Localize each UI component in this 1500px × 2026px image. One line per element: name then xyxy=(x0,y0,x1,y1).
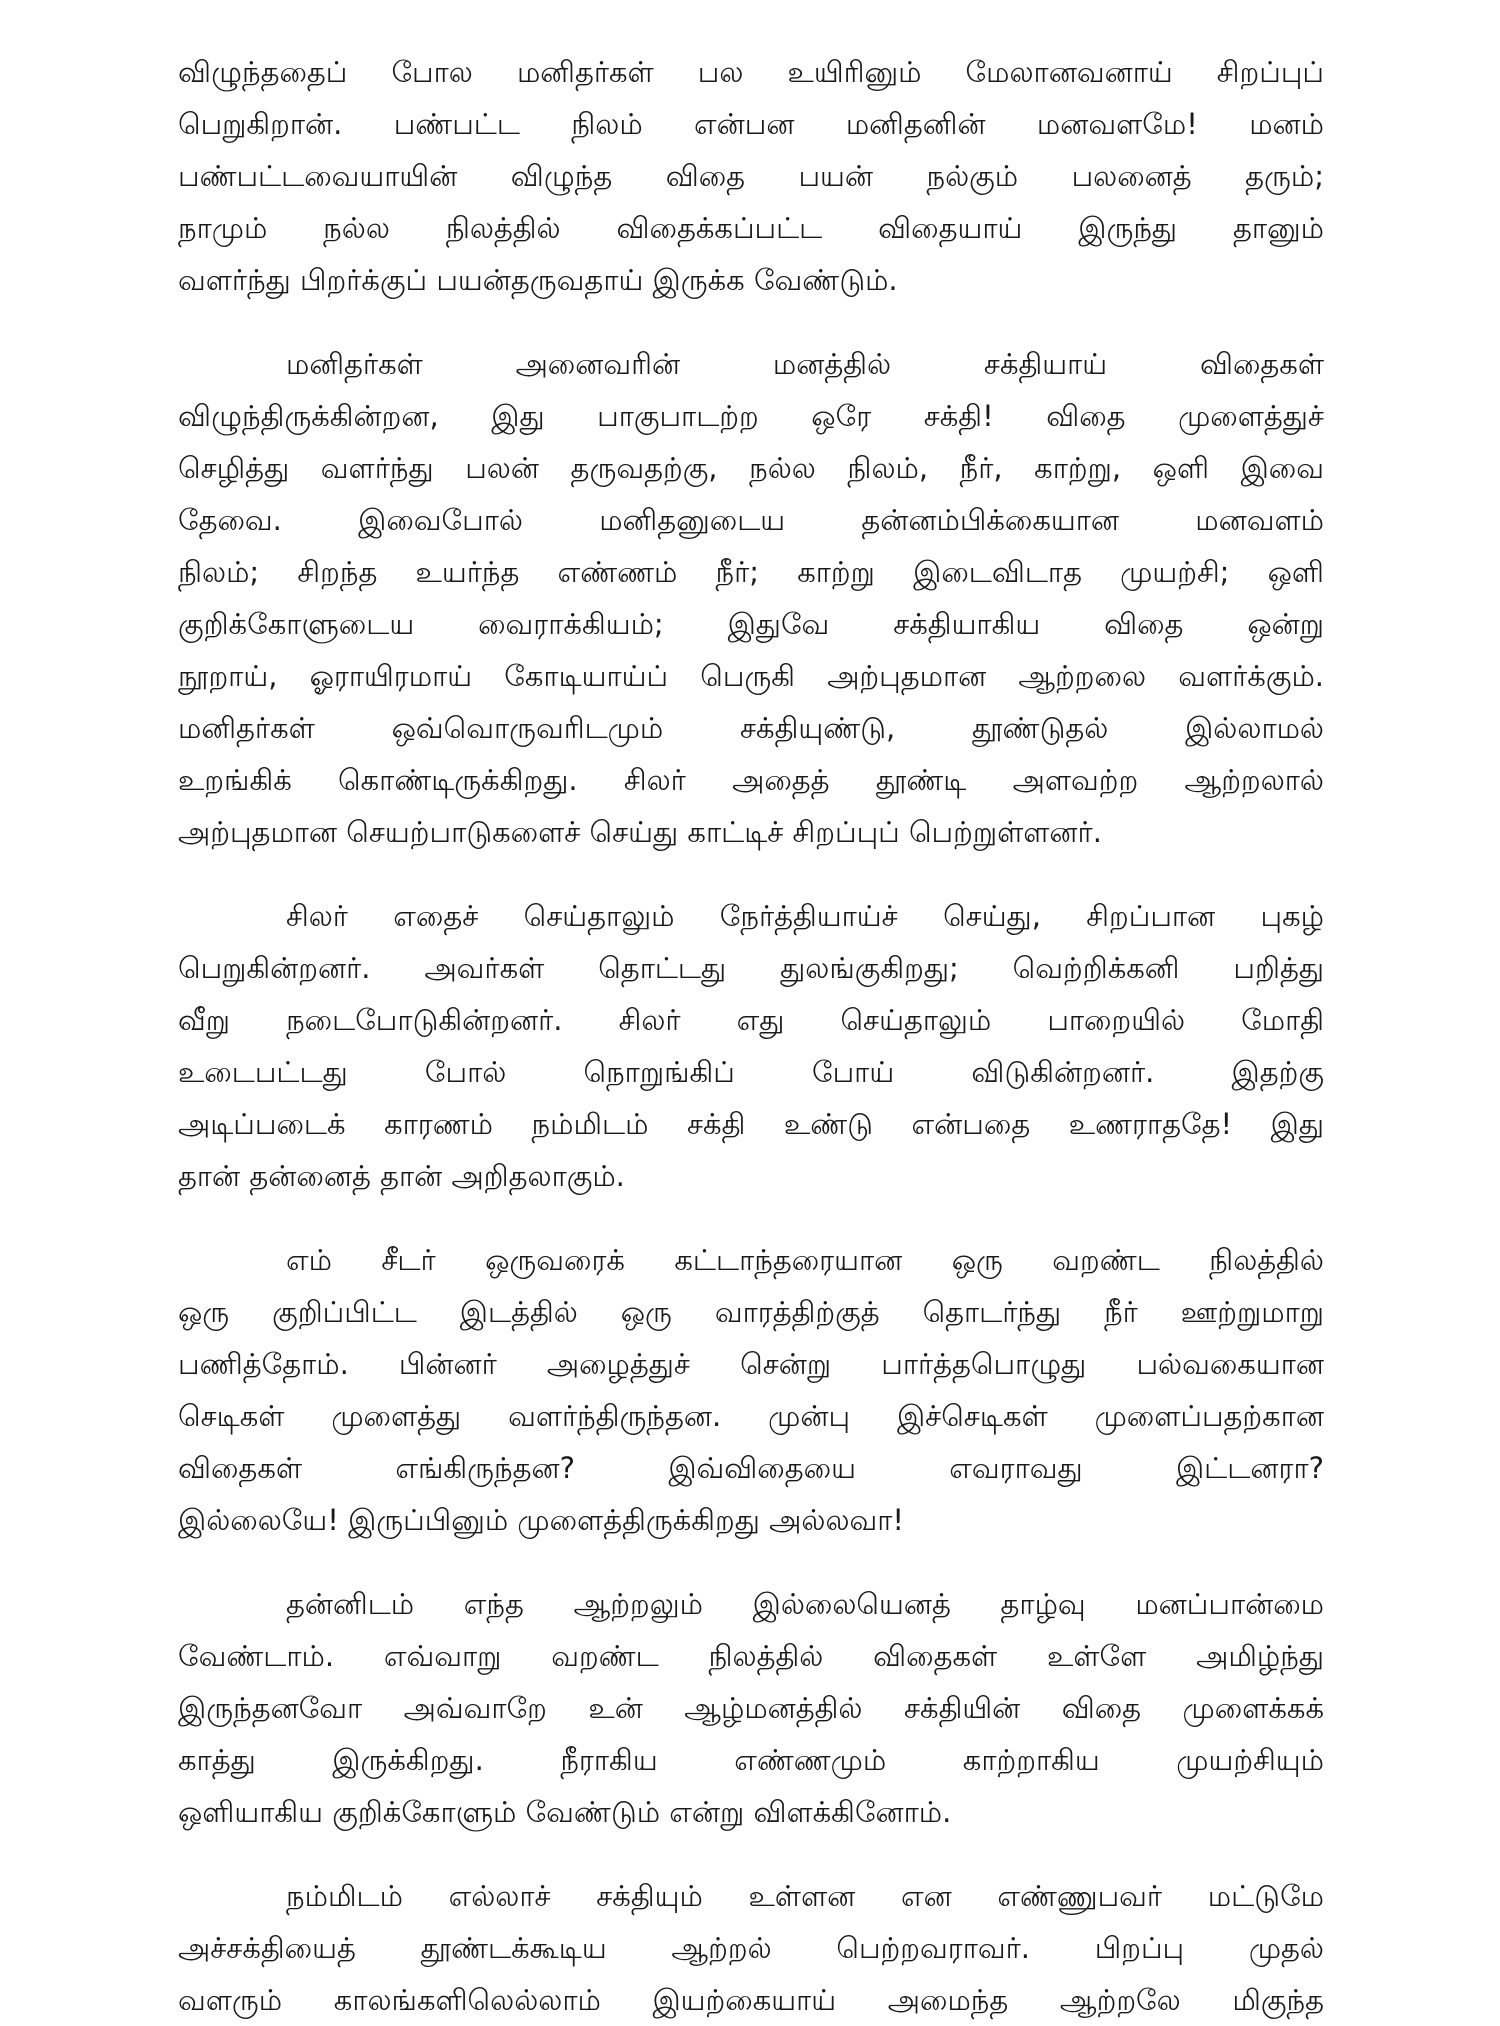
text-line: நாமும் நல்ல நிலத்தில் விதைக்கப்பட்ட விதையாய் இருந்து தானும் xyxy=(178,211,1324,245)
text-line: ஒரு குறிப்பிட்ட இடத்தில் ஒரு வாரத்திற்குத் தொடர்ந்து நீர் ஊற்றுமாறு xyxy=(178,1295,1324,1329)
text-line: எம் சீடர் ஒருவரைக் கட்டாந்தரையான ஒரு வறண்ட நிலத்தில் xyxy=(286,1243,1324,1277)
text-line: தான் தன்னைத் தான் அறிதலாகும். xyxy=(178,1159,625,1193)
text-line: விழுந்திருக்கின்றன, இது பாகுபாடற்ற ஒரே சக்தி! விதை முளைத்துச் xyxy=(178,399,1324,433)
paragraph-gap xyxy=(178,1838,1324,1870)
text-line: மனிதர்கள் ஒவ்வொருவரிடமும் சக்தியுண்டு, தூண்டுதல் இல்லாமல் xyxy=(178,711,1324,745)
text-line: அற்புதமான செயற்பாடுகளைச் செய்து காட்டிச் சிறப்புப் பெற்றுள்ளனர். xyxy=(178,815,1102,849)
text-line: உறங்கிக் கொண்டிருக்கிறது. சிலர் அதைத் தூண்டி அளவற்ற ஆற்றலால் xyxy=(178,763,1324,797)
text-line: பெறுகிறான். பண்பட்ட நிலம் என்பன மனிதனின் மனவளமே! மனம் xyxy=(178,107,1324,141)
text-line: விழுந்ததைப் போல மனிதர்கள் பல உயிரினும் மேலானவனாய் சிறப்புப் xyxy=(178,55,1324,89)
text-line: இல்லையே! இருப்பினும் முளைத்திருக்கிறது அல்லவா! xyxy=(178,1503,905,1537)
paragraph-5 xyxy=(178,1578,1324,1838)
text-line: குறிக்கோளுடைய வைராக்கியம்; இதுவே சக்தியாகிய விதை ஒன்று xyxy=(178,607,1324,641)
paragraph-gap xyxy=(178,306,1324,338)
paragraph-4 xyxy=(178,1234,1324,1546)
text-line: நம்மிடம் எல்லாச் சக்தியும் உள்ளன என எண்ணுபவர் மட்டுமே xyxy=(286,1879,1324,1913)
text-line: இருந்தனவோ அவ்வாறே உன் ஆழ்மனத்தில் சக்தியின் விதை முளைக்கக் xyxy=(178,1691,1324,1725)
text-line: வேண்டாம். எவ்வாறு வறண்ட நிலத்தில் விதைகள் உள்ளே அமிழ்ந்து xyxy=(178,1639,1324,1673)
paragraph-3 xyxy=(178,890,1324,1202)
paragraph-1 xyxy=(178,46,1324,306)
text-line: தேவை. இவைபோல் மனிதனுடைய தன்னம்பிக்கையான மனவளம் xyxy=(178,503,1324,537)
paragraph-gap xyxy=(178,1546,1324,1578)
text-line: நிலம்; சிறந்த உயர்ந்த எண்ணம் நீர்; காற்று இடைவிடாத முயற்சி; ஒளி xyxy=(178,555,1324,589)
text-line: சிலர் எதைச் செய்தாலும் நேர்த்தியாய்ச் செய்து, சிறப்பான புகழ் xyxy=(286,899,1324,933)
text-line: பெறுகின்றனர். அவர்கள் தொட்டது துலங்குகிறது; வெற்றிக்கனி பறித்து xyxy=(178,951,1324,985)
document-page xyxy=(178,46,1324,2017)
paragraph-2 xyxy=(178,338,1324,858)
text-line: செடிகள் முளைத்து வளர்ந்திருந்தன. முன்பு இச்செடிகள் முளைப்பதற்கான xyxy=(178,1399,1324,1433)
paragraph-gap xyxy=(178,858,1324,890)
text-line: மனிதர்கள் அனைவரின் மனத்தில் சக்தியாய் விதைகள் xyxy=(286,347,1324,381)
text-line: வீறு நடைபோடுகின்றனர். சிலர் எது செய்தாலும் பாறையில் மோதி xyxy=(178,1003,1324,1037)
text-line: ஒளியாகிய குறிக்கோளும் வேண்டும் என்று விளக்கினோம். xyxy=(178,1795,952,1829)
paragraph-gap xyxy=(178,1202,1324,1234)
text-line: நூறாய், ஓராயிரமாய் கோடியாய்ப் பெருகி அற்புதமான ஆற்றலை வளர்க்கும். xyxy=(178,659,1324,693)
text-line: செழித்து வளர்ந்து பலன் தருவதற்கு, நல்ல நிலம், நீர், காற்று, ஒளி இவை xyxy=(178,451,1324,485)
text-line: அச்சக்தியைத் தூண்டக்கூடிய ஆற்றல் பெற்றவராவர். பிறப்பு முதல் xyxy=(178,1931,1324,1965)
text-line: விதைகள் எங்கிருந்தன? இவ்விதையை எவராவது இட்டனரா? xyxy=(178,1451,1324,1485)
text-line: காத்து இருக்கிறது. நீராகிய எண்ணமும் காற்றாகிய முயற்சியும் xyxy=(178,1743,1324,1777)
text-line: வளர்ந்து பிறர்க்குப் பயன்தருவதாய் இருக்க வேண்டும். xyxy=(178,263,898,297)
text-line: அடிப்படைக் காரணம் நம்மிடம் சக்தி உண்டு என்பதை உணராததே! இது xyxy=(178,1107,1324,1141)
paragraph-6 xyxy=(178,1870,1324,2026)
text-line: பணித்தோம். பின்னர் அழைத்துச் சென்று பார்த்தபொழுது பல்வகையான xyxy=(178,1347,1324,1381)
text-line: பண்பட்டவையாயின் விழுந்த விதை பயன் நல்கும் பலனைத் தரும்; xyxy=(178,159,1324,193)
text-line: தன்னிடம் எந்த ஆற்றலும் இல்லையெனத் தாழ்வு மனப்பான்மை xyxy=(286,1587,1324,1621)
text-line: உடைபட்டது போல் நொறுங்கிப் போய் விடுகின்றனர். இதற்கு xyxy=(178,1055,1324,1089)
text-line: வளரும் காலங்களிலெல்லாம் இயற்கையாய் அமைந்த ஆற்றலே மிகுந்த xyxy=(178,1983,1324,2017)
